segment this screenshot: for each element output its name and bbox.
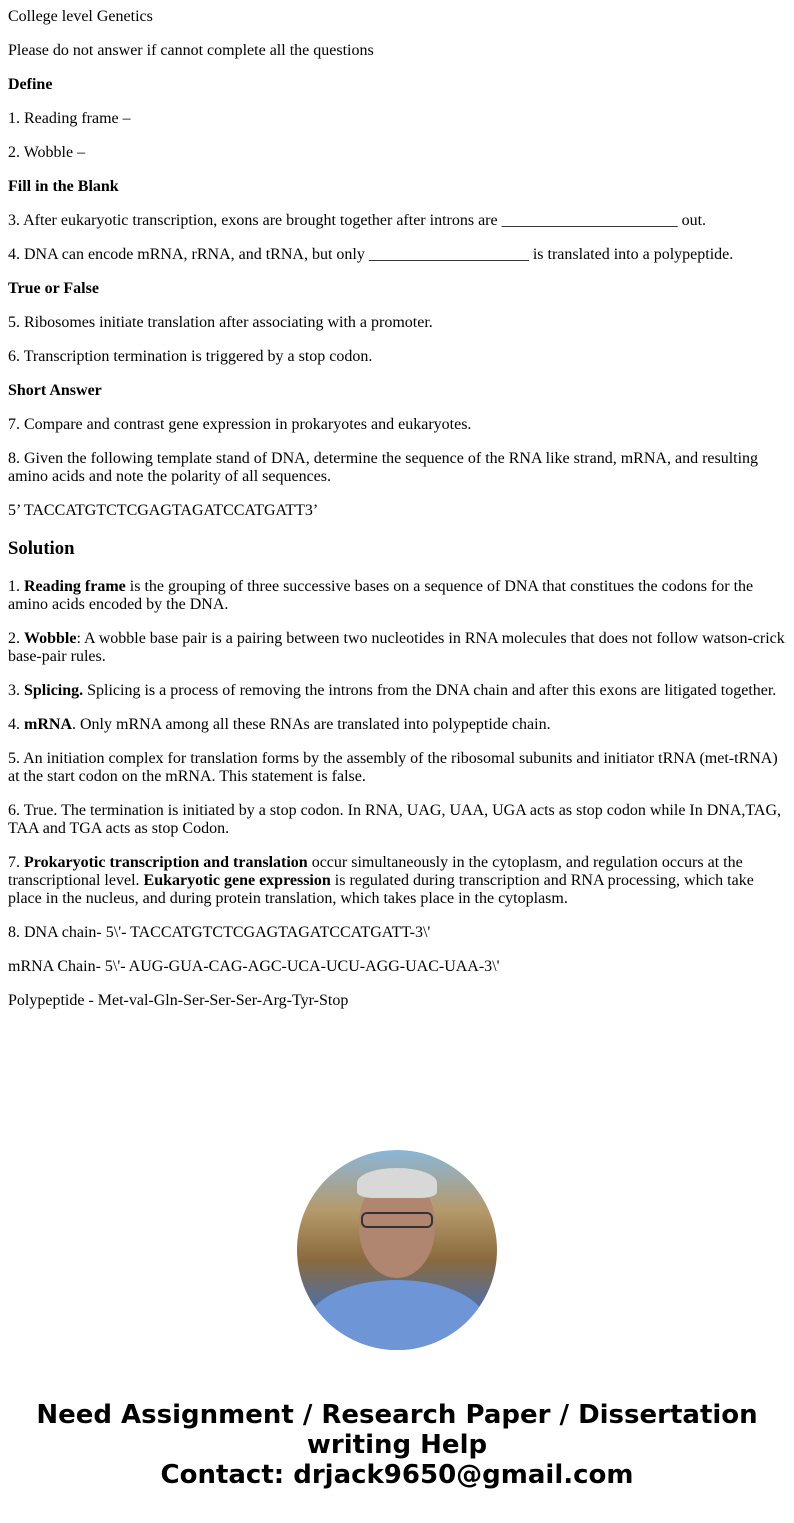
question-5: 5. Ribosomes initiate translation after associating with a promoter. [8, 314, 433, 331]
author-avatar [297, 1150, 497, 1350]
section-short: Short Answer [8, 382, 102, 399]
answer-2: 2. Wobble: A wobble base pair is a pairing between two nucleotides in RNA molecules that does not follow watson-crick base-pair rules. [8, 630, 785, 665]
answer-8-polypeptide: Polypeptide - Met-val-Gln-Ser-Ser-Ser-Arg-Tyr-Stop [8, 992, 349, 1009]
footer-promo [8, 1400, 786, 1490]
question-1: 1. Reading frame – [8, 110, 131, 127]
question-8: 8. Given the following template stand of DNA, determine the sequence of the RNA like strand, mRNA, and resulting amino acids and note the polarity of all sequences. [8, 450, 759, 485]
answer-4: 4. mRNA. Only mRNA among all these RNAs are translated into polypeptide chain. [8, 716, 551, 733]
solution-heading: Solution [8, 538, 75, 559]
question-4: 4. DNA can encode mRNA, rRNA, and tRNA, but only ____________________ is translated into a polypeptide. [8, 246, 734, 263]
question-3: 3. After eukaryotic transcription, exons are brought together after introns are ______________________ out. [8, 212, 707, 229]
dna-sequence: 5’ TACCATGTCTCGAGTAGATCCATGATT3’ [8, 502, 319, 519]
answer-3: 3. Splicing. Splicing is a process of removing the introns from the DNA chain and after this exons are litigated together. [8, 682, 777, 699]
footer-contact: Contact: drjack9650@gmail.com [160, 1460, 634, 1490]
answer-8-mrna: mRNA Chain- 5\'- AUG-GUA-CAG-AGC-UCA-UCU-AGG-UAC-UAA-3\' [8, 958, 500, 975]
question-6: 6. Transcription termination is triggered by a stop codon. [8, 348, 373, 365]
answer-5: 5. An initiation complex for translation forms by the assembly of the ribosomal subunits and initiator tRNA (met-tRNA) at the start codon on the mRNA. This statement is false. [8, 750, 778, 785]
question-7: 7. Compare and contrast gene expression in prokaryotes and eukaryotes. [8, 416, 472, 433]
section-fill: Fill in the Blank [8, 178, 119, 195]
note: Please do not answer if cannot complete all the questions [8, 42, 374, 59]
answer-7: 7. Prokaryotic transcription and translation occur simultaneously in the cytoplasm, and regulation occurs at the transcriptional level. Eukaryotic gene expression is regulated during transcription and RNA processing, which take place in the nucleus, and during protein translation, which takes place in the cytoplasm. [8, 854, 754, 907]
footer-line-1: Need Assignment / Research Paper / Dissertation writing Help [36, 1400, 758, 1460]
answer-6: 6. True. The termination is initiated by a stop codon. In RNA, UAG, UAA, UGA acts as stop codon while In DNA,TAG, TAA and TGA acts as stop Codon. [8, 802, 782, 837]
answer-1: 1. Reading frame is the grouping of three successive bases on a sequence of DNA that constitues the codons for the amino acids encoded by the DNA. [8, 578, 754, 613]
title: College level Genetics [8, 8, 153, 25]
section-define: Define [8, 76, 53, 93]
question-2: 2. Wobble – [8, 144, 86, 161]
section-tf: True or False [8, 280, 99, 297]
answer-8-dna: 8. DNA chain- 5\'- TACCATGTCTCGAGTAGATCCATGATT-3\' [8, 924, 431, 941]
